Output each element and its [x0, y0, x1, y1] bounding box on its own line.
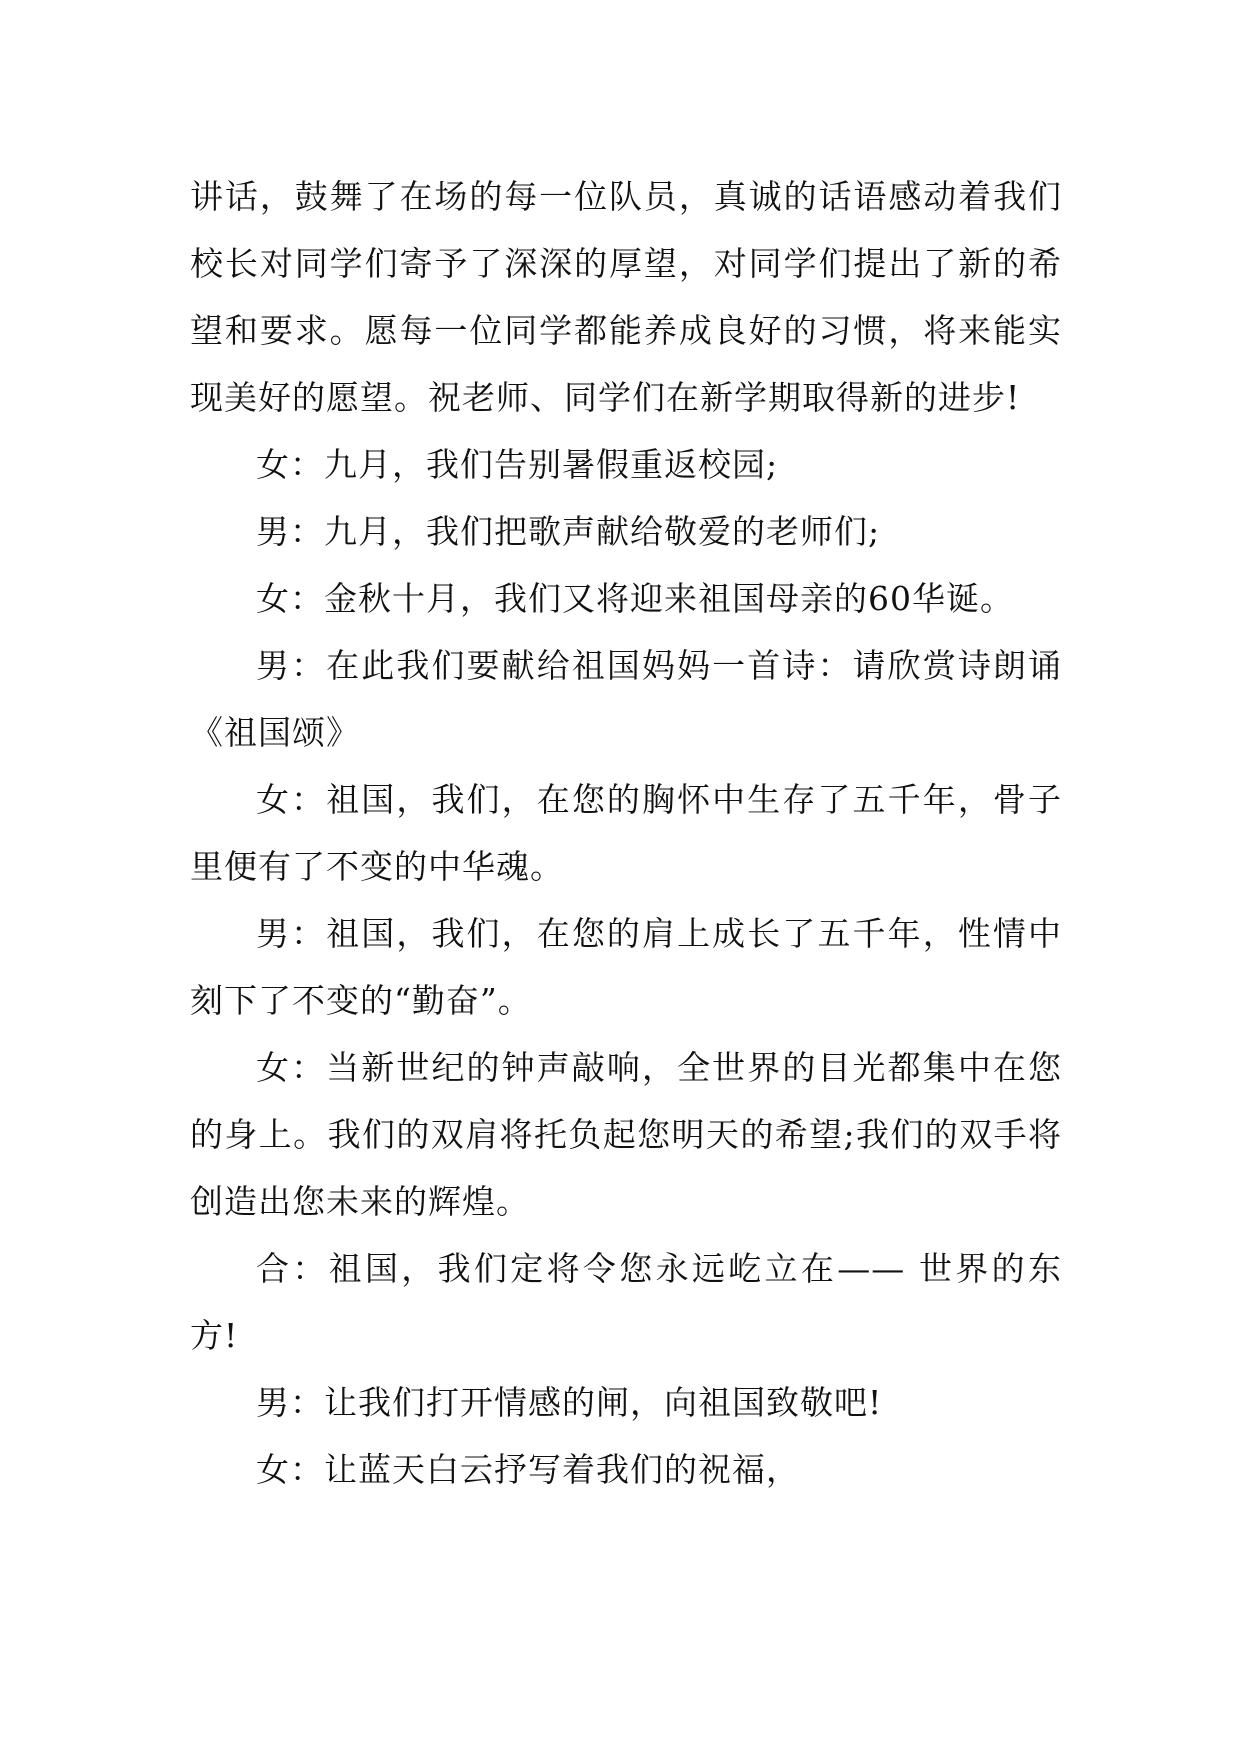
paragraph: 男：在此我们要献给祖国妈妈一首诗：请欣赏诗朗诵《祖国颂》 [190, 646, 1062, 752]
paragraph: 合：祖国，我们定将令您永远屹立在—— 世界的东方! [190, 1249, 1062, 1355]
paragraph: 女：九月，我们告别暑假重返校园; [256, 445, 779, 484]
paragraph: 女：金秋十月，我们又将迎来祖国母亲的60华诞。 [256, 579, 1014, 618]
paragraph: 女：让蓝天白云抒写着我们的祝福， [256, 1450, 800, 1489]
paragraph: 女：祖国，我们，在您的胸怀中生存了五千年，骨子里便有了不变的中华魂。 [190, 780, 1062, 886]
paragraph: 男：祖国，我们，在您的肩上成长了五千年，性情中刻下了不变的“勤奋”。 [190, 914, 1062, 1020]
paragraph-continuation: 讲话，鼓舞了在场的每一位队员，真诚的话语感动着我们校长对同学们寄予了深深的厚望，对同学们提出了新的希望和要求。愿每一位同学都能养成良好的习惯，将来能实现美好的愿望。祝老师、同学们在新学期取得新的进步! [190, 177, 1062, 417]
paragraph: 女：当新世纪的钟声敲响，全世界的目光都集中在您的身上。我们的双肩将托负起您明天的希望;我们的双手将创造出您未来的辉煌。 [190, 1048, 1062, 1221]
paragraph: 男：让我们打开情感的闸，向祖国致敬吧! [256, 1383, 883, 1422]
document-body [190, 163, 1062, 1503]
paragraph: 男：九月，我们把歌声献给敬爱的老师们; [256, 512, 881, 551]
